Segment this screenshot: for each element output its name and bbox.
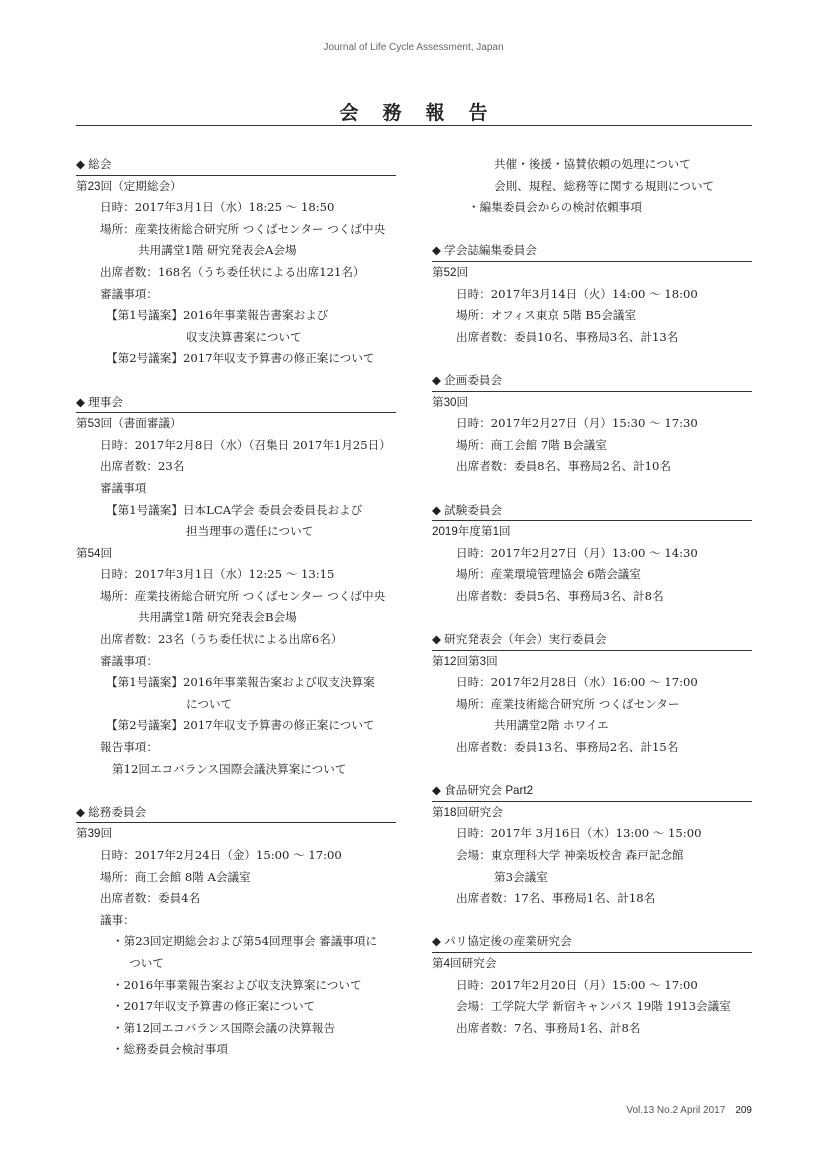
report-line: 日時：2017年2月24日（金）15:00 ～ 17:00 (100, 848, 342, 862)
report-line: 【第1号議案】2016年事業報告案および収支決算案 (106, 675, 375, 690)
report-line: 日時：2017年3月1日（水）18:25 ～ 18:50 (100, 200, 335, 215)
report-line: ついて (106, 955, 164, 970)
meeting-heading: 2019年度第1回 (432, 525, 511, 539)
report-line: ・2017年収支予算書の修正案について (112, 999, 316, 1014)
report-line: 【第1号議案】日本LCA学会 委員会委員長および (106, 502, 363, 517)
report-line: 場所：商工会館 7階 B会議室 (456, 437, 607, 452)
report-line: 出席者数：23名（うち委任状による出席6名） (100, 632, 343, 647)
right-column (432, 154, 752, 1039)
report-line: 日時：2017年2月28日（水）16:00 ～ 17:00 (456, 675, 698, 690)
section-heading: ◆ 理事会 (76, 392, 396, 414)
report-line: 審議事項： (100, 286, 158, 301)
report-line: 日時：2017年2月8日（水）（召集日 2017年1月25日） (100, 437, 391, 452)
report-line: 担当理事の選任について (186, 524, 314, 539)
report-line: 日時：2017年2月27日（月）15:30 ～ 17:30 (456, 416, 698, 431)
report-line: 収支決算書案について (186, 329, 302, 344)
report-line: 場所：産業技術総合研究所 つくばセンター つくば中央 (100, 588, 386, 603)
report-line: 場所：オフィス東京 5階 B5会議室 (456, 308, 637, 323)
section-heading: ◆ 学会誌編集委員会 (432, 240, 752, 262)
report-line: 会場：東京理科大学 神楽坂校舎 森戸記念館 (456, 848, 684, 862)
report-line: 出席者数：委員5名、事務局3名、計8名 (456, 588, 664, 603)
spacer (432, 607, 752, 629)
report-line: 日時：2017年2月27日（月）13:00 ～ 14:30 (456, 545, 698, 560)
report-line: 出席者数：委員8名、事務局2名、計10名 (456, 459, 672, 474)
meeting-heading: 第54回 (76, 546, 113, 560)
report-line: 出席者数：委員13名、事務局2名、計15名 (456, 740, 679, 755)
report-line: 共催・後援・協賛依頼の処理について (494, 157, 691, 171)
report-line: 場所：産業環境管理協会 6階会議室 (456, 567, 641, 582)
report-line: 日時：2017年3月1日（水）12:25 ～ 13:15 (100, 567, 335, 582)
journal-name: Journal of Life Cycle Assessment, Japan (323, 42, 504, 53)
report-line: 出席者数：23名 (100, 459, 185, 474)
report-line: 第3会議室 (494, 869, 548, 884)
page-number: 209 (735, 1105, 752, 1116)
spacer (76, 780, 396, 802)
report-line: 出席者数：委員4名 (100, 891, 201, 906)
report-line: 会場：工学院大学 新宿キャンパス 19階 1913会議室 (456, 999, 731, 1014)
meeting-heading: 第53回（書面審議） (76, 417, 182, 431)
report-line: 出席者数：168名（うち委任状による出席121名） (100, 264, 365, 279)
report-line: 審議事項 (100, 480, 147, 495)
report-line: 日時：2017年2月20日（月）15:00 ～ 17:00 (456, 977, 698, 992)
spacer (432, 910, 752, 932)
report-line: ・第23回定期総会および第54回理事会 審議事項に (112, 934, 378, 949)
section-heading: ◆ 食品研究会 Part2 (432, 780, 752, 802)
spacer (432, 478, 752, 500)
spacer (432, 219, 752, 241)
meeting-heading: 第39回 (76, 827, 113, 841)
report-line: 出席者数：7名、事務局1名、計8名 (456, 1020, 641, 1035)
report-line: 共用講堂1階 研究発表会A会場 (138, 243, 297, 258)
report-line: 日時：2017年 3月16日（木）13:00 ～ 15:00 (456, 826, 702, 841)
report-line: 出席者数：委員10名、事務局3名、計13名 (456, 329, 679, 344)
section-heading: ◆ パリ協定後の産業研究会 (432, 931, 752, 953)
meeting-heading: 第52回 (432, 265, 469, 279)
meeting-heading: 第18回研究会 (432, 805, 503, 819)
report-line: 出席者数：17名、事務局1名、計18名 (456, 891, 656, 906)
meeting-heading: 第4回研究会 (432, 956, 497, 970)
report-line: 会則、規程、総務等に関する規則について (494, 178, 715, 193)
report-line: ・2016年事業報告案および収支決算案について (112, 977, 362, 992)
report-line: 審議事項： (100, 653, 158, 668)
spacer (432, 759, 752, 781)
meeting-heading: 第23回（定期総会） (76, 179, 182, 193)
report-line: 場所：産業技術総合研究所 つくばセンター (456, 696, 680, 711)
section-heading: ◆ 総会 (76, 154, 396, 176)
report-line: ・第12回エコバランス国際会議の決算報告 (112, 1020, 336, 1035)
section-heading: ◆ 研究発表会（年会）実行委員会 (432, 629, 752, 651)
spacer (432, 348, 752, 370)
title-divider (76, 125, 752, 126)
report-line: 日時：2017年3月14日（火）14:00 ～ 18:00 (456, 286, 698, 301)
report-line: 場所：産業技術総合研究所 つくばセンター つくば中央 (100, 221, 386, 236)
meeting-heading: 第12回第3回 (432, 654, 498, 668)
report-line: 【第1号議案】2016年事業報告書案および (106, 308, 329, 323)
report-line: 共用講堂2階 ホワイエ (494, 718, 609, 733)
report-line: 議事： (100, 912, 135, 927)
report-line: ・編集委員会からの検討依頼事項 (468, 200, 642, 215)
left-column (76, 154, 396, 1061)
report-line: 【第2号議案】2017年収支予算書の修正案について (106, 718, 375, 733)
page-title: 会務報告 (339, 102, 512, 124)
report-line: 報告事項： (100, 740, 158, 755)
report-line: について (186, 696, 233, 711)
report-line: 第12回エコバランス国際会議決算案について (112, 761, 347, 776)
report-line: 場所：商工会館 8階 A会議室 (100, 869, 251, 884)
section-heading: ◆ 総務委員会 (76, 802, 396, 824)
section-heading: ◆ 試験委員会 (432, 500, 752, 522)
report-line: 共用講堂1階 研究発表会B会場 (138, 610, 297, 625)
meeting-heading: 第30回 (432, 395, 469, 409)
issue-info: Vol.13 No.2 April 2017 (626, 1105, 726, 1116)
report-line: ・総務委員会検討事項 (112, 1042, 228, 1057)
spacer (76, 370, 396, 392)
page-footer (600, 1105, 752, 1116)
section-heading: ◆ 企画委員会 (432, 370, 752, 392)
report-line: 【第2号議案】2017年収支予算書の修正案について (106, 351, 375, 366)
